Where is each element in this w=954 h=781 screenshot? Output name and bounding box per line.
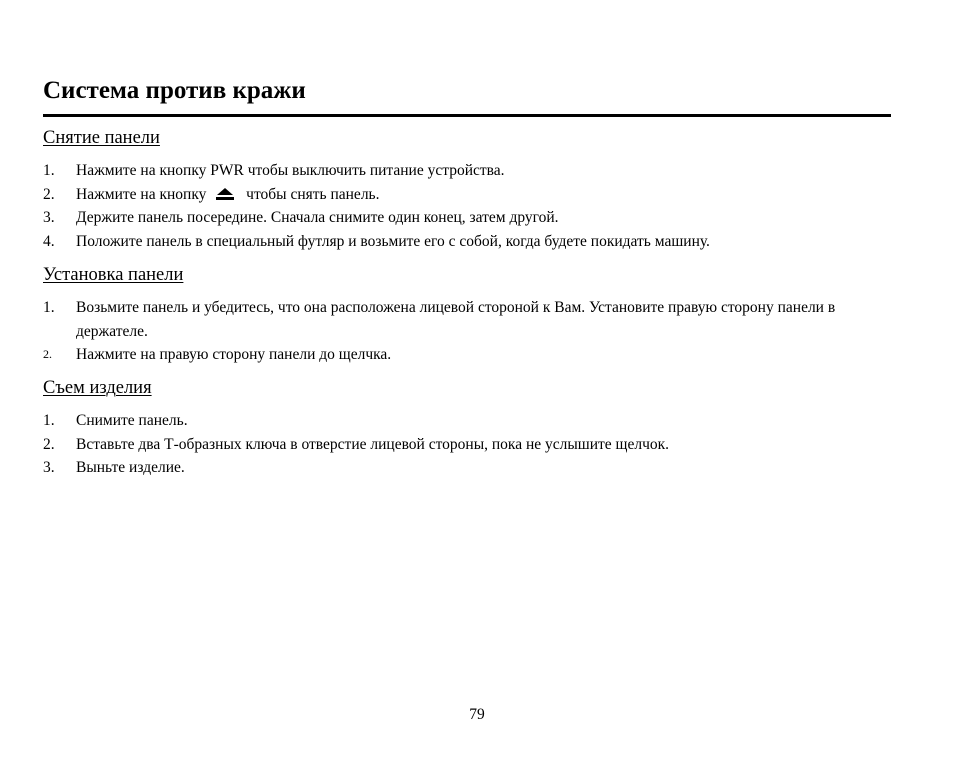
steps-list xyxy=(43,296,848,367)
step-number: 1. xyxy=(43,412,55,429)
list-item xyxy=(43,409,891,433)
step-text: Выньте изделие. xyxy=(76,459,185,476)
step-number: 2. xyxy=(43,185,55,203)
step-text: Нажмите на правую сторону панели до щелчка. xyxy=(76,346,392,363)
step-number: 1. xyxy=(43,162,55,179)
step-text-after-icon: чтобы снять панель. xyxy=(246,185,380,203)
section-panel-removal xyxy=(43,127,891,253)
list-item xyxy=(43,296,848,343)
list-item xyxy=(43,433,891,457)
step-text: Положите панель в специальный футляр и возьмите его с собой, когда будете покидать машину. xyxy=(76,232,710,250)
step-text: Вставьте два Т-образных ключа в отверстие лицевой стороны, пока не услышите щелчок. xyxy=(76,435,670,453)
step-text: Нажмите на кнопку PWR чтобы выключить питание устройства. xyxy=(76,162,505,179)
step-number: 1. xyxy=(43,299,55,316)
section-heading: Снятие панели xyxy=(43,128,160,148)
step-text: Снимите панель. xyxy=(76,412,188,429)
page-title: Система против кражи xyxy=(43,77,306,104)
steps-list xyxy=(43,409,891,480)
section-unit-removal xyxy=(43,377,891,480)
list-item xyxy=(43,206,891,230)
list-item xyxy=(43,230,891,254)
step-number: 4. xyxy=(43,232,55,250)
page-number: 79 xyxy=(469,706,485,723)
section-heading: Установка панели xyxy=(43,265,184,285)
list-item xyxy=(43,183,891,207)
step-text-before-icon: Нажмите на кнопку xyxy=(76,185,207,203)
step-number: 2. xyxy=(43,435,55,453)
section-panel-installation xyxy=(43,264,891,367)
title-divider xyxy=(43,114,891,117)
step-number: 3. xyxy=(43,209,55,226)
section-heading: Съем изделия xyxy=(43,378,152,398)
step-text: Возьмите панель и убедитесь, что она расположена лицевой стороной к Вам. Установите правую сторону панели в держателе. xyxy=(76,299,836,340)
list-item xyxy=(43,456,891,480)
list-item xyxy=(43,343,848,367)
step-number: 3. xyxy=(43,459,55,476)
step-number: 2. xyxy=(43,347,52,361)
eject-icon xyxy=(214,187,236,201)
steps-list xyxy=(43,159,891,253)
step-text: Держите панель посередине. Сначала снимите один конец, затем другой. xyxy=(76,209,559,226)
list-item xyxy=(43,159,891,183)
